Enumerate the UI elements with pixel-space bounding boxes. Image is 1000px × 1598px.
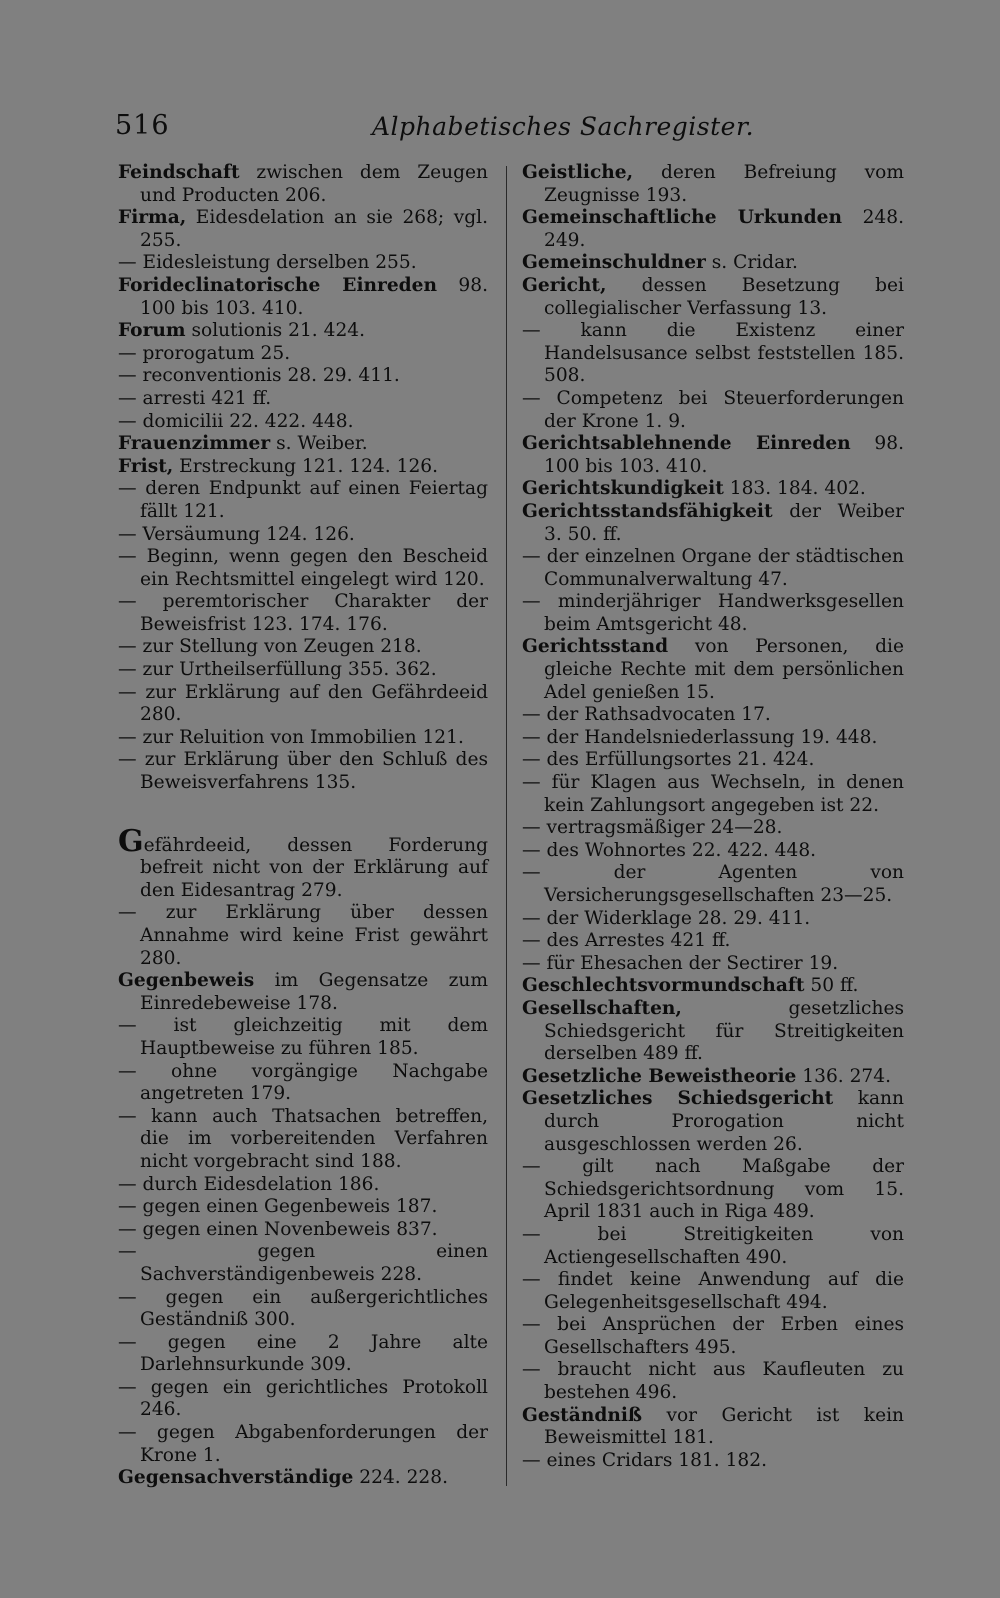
entry-text: — ist gleichzeitig mit dem Hauptbeweise zu führen 185. — [118, 1015, 488, 1059]
entry-text: — gegen einen Sachverständigenbeweis 228. — [118, 1241, 488, 1285]
index-subentry — [118, 411, 488, 434]
entry-text: — gilt nach Maßgabe der Schiedsgerichtsordnung vom 15. April 1831 auch in Riga 489. — [522, 1156, 904, 1223]
index-entry — [118, 970, 488, 1015]
entry-text: — der Agenten von Versicherungsgesellschaften 23—25. — [522, 862, 904, 906]
entry-headword: Firma, — [118, 207, 187, 229]
index-subentry — [118, 591, 488, 636]
entry-text: 224. 228. — [353, 1467, 448, 1489]
index-entry — [522, 433, 904, 478]
entry-headword: Gesellschaften, — [522, 997, 682, 1019]
index-subentry — [118, 727, 488, 750]
index-subentry — [522, 320, 904, 388]
entry-text: 98. 100 bis 103. 410. — [544, 433, 904, 477]
entry-text: — zur Reluition von Immobilien 121. — [118, 726, 464, 748]
entry-text: s. Cridar. — [705, 252, 798, 274]
entry-text: Eidesdelation an sie 268; vgl. 255. — [140, 207, 488, 251]
index-subentry — [522, 1224, 904, 1269]
index-subentry — [118, 1015, 488, 1060]
index-subentry — [118, 1219, 488, 1242]
entry-text: 136. 274. — [796, 1065, 891, 1087]
entry-text: — zur Erklärung über dessen Annahme wird keine Frist gewährt 280. — [118, 902, 488, 969]
index-subentry — [522, 1359, 904, 1404]
index-entry — [522, 252, 904, 275]
index-subentry — [118, 252, 488, 275]
index-subentry — [522, 727, 904, 750]
entry-headword: Forum — [118, 320, 186, 342]
entry-headword: Gegenbeweis — [118, 970, 255, 992]
index-subentry — [118, 1174, 488, 1197]
index-entry — [522, 207, 904, 252]
running-head: Alphabetisches Sachregister. — [372, 112, 755, 141]
entry-text: — der Handelsniederlassung 19. 448. — [522, 726, 878, 748]
index-entry — [522, 501, 904, 546]
index-subentry — [118, 1287, 488, 1332]
entry-text: — eines Cridars 181. 182. — [522, 1449, 767, 1471]
entry-text: — durch Eidesdelation 186. — [118, 1173, 380, 1195]
entry-headword: Geständniß — [522, 1404, 643, 1426]
entry-headword: Gerichtskundigkeit — [522, 478, 724, 500]
entry-text: zwischen dem Zeugen und Producten 206. — [140, 162, 488, 206]
index-entry — [118, 1467, 488, 1490]
entry-text: 50 ff. — [804, 975, 859, 997]
index-subentry — [522, 388, 904, 433]
entry-text: — kann die Existenz einer Handelsusance selbst feststellen 185. 508. — [522, 320, 904, 387]
entry-text: — des Wohnortes 22. 422. 448. — [522, 839, 817, 861]
column-rule — [506, 166, 507, 1486]
index-entry — [118, 433, 488, 456]
index-subentry — [118, 659, 488, 682]
index-subentry — [522, 953, 904, 976]
index-subentry — [118, 749, 488, 794]
index-subentry — [118, 365, 488, 388]
index-entry — [522, 636, 904, 704]
index-entry — [522, 1405, 904, 1450]
entry-text: 98. 100 bis 103. 410. — [140, 274, 488, 319]
entry-text: — des Arrestes 421 ff. — [522, 930, 731, 952]
index-subentry — [522, 1314, 904, 1359]
entry-text: — arresti 421 ff. — [118, 387, 272, 409]
index-subentry — [522, 1156, 904, 1224]
entry-text: — gegen einen Novenbeweis 837. — [118, 1218, 438, 1240]
index-entry — [118, 275, 488, 320]
index-entry — [522, 1088, 904, 1156]
index-subentry — [522, 591, 904, 636]
index-entry — [522, 998, 904, 1066]
entry-headword: Frauenzimmer — [118, 433, 271, 455]
entry-text: Erstreckung 121. 124. 126. — [173, 455, 439, 477]
entry-text: s. Weiber. — [270, 433, 368, 455]
entry-text: — des Erfüllungsortes 21. 424. — [522, 749, 815, 771]
index-entry — [522, 1066, 904, 1089]
entry-text: — Competenz bei Steuerforderungen der Krone 1. 9. — [522, 387, 904, 432]
entry-text: — der Rathsadvocaten 17. — [522, 704, 771, 726]
entry-text: kann durch Prorogation nicht ausgeschlossen werden 26. — [544, 1088, 904, 1155]
entry-text: solutionis 21. 424. — [185, 320, 366, 342]
entry-text: — Beginn, wenn gegen den Bescheid ein Rechtsmittel eingelegt wird 120. — [118, 546, 488, 590]
entry-text: gesetzliches Schiedsgericht für Streitigkeiten derselben 489 ff. — [544, 997, 904, 1065]
index-subentry — [522, 930, 904, 953]
index-subentry — [522, 908, 904, 931]
entry-text: — deren Endpunkt auf einen Feiertag fällt 121. — [118, 478, 488, 522]
entry-text: im Gegensatze zum Einredebeweise 178. — [140, 970, 488, 1014]
index-subentry — [118, 388, 488, 411]
entry-text: — vertragsmäßiger 24—28. — [522, 817, 783, 839]
index-entry — [118, 207, 488, 252]
entry-text: — ohne vorgängige Nachgabe angetreten 179. — [118, 1060, 488, 1105]
entry-headword: Gemeinschuldner — [522, 252, 706, 274]
entry-headword: Frist, — [118, 455, 174, 477]
entry-headword: Gemeinschaftliche Urkunden — [522, 207, 842, 229]
entry-text: — der Widerklage 28. 29. 411. — [522, 907, 811, 929]
index-subentry — [522, 749, 904, 772]
index-subentry — [118, 478, 488, 523]
index-subentry — [118, 1422, 488, 1467]
index-subentry — [118, 902, 488, 970]
index-subentry — [118, 546, 488, 591]
section-initial: G — [118, 823, 144, 859]
index-entry — [522, 478, 904, 501]
index-entry — [522, 162, 904, 207]
index-subentry — [118, 1196, 488, 1219]
entry-text: — für Klagen aus Wechseln, in denen kein Zahlungsort angegeben ist 22. — [522, 772, 904, 816]
right-column — [522, 162, 904, 1472]
entry-text: — für Ehesachen der Sectirer 19. — [522, 952, 839, 974]
index-subentry — [522, 1269, 904, 1314]
index-subentry — [118, 1061, 488, 1106]
entry-text: — Versäumung 124. 126. — [118, 523, 355, 545]
index-subentry — [118, 682, 488, 727]
index-subentry — [522, 840, 904, 863]
index-subentry — [522, 862, 904, 907]
index-subentry — [522, 546, 904, 591]
index-subentry — [118, 1241, 488, 1286]
entry-text: — zur Erklärung auf den Gefährdeeid 280. — [118, 681, 488, 726]
entry-text: — der einzelnen Organe der städtischen Communalverwaltung 47. — [522, 546, 904, 590]
entry-text: — reconventionis 28. 29. 411. — [118, 365, 400, 387]
entry-text: — gegen eine 2 Jahre alte Darlehnsurkunde 309. — [118, 1331, 488, 1376]
index-subentry — [522, 704, 904, 727]
entry-text: — gegen ein gerichtliches Protokoll 246. — [118, 1376, 488, 1421]
index-subentry — [118, 343, 488, 366]
entry-text: — gegen ein außergerichtliches Geständniß 300. — [118, 1286, 488, 1331]
index-subentry — [522, 1450, 904, 1473]
entry-text: — zur Erklärung über den Schluß des Beweisverfahrens 135. — [118, 749, 488, 794]
entry-text: — Eidesleistung derselben 255. — [118, 252, 417, 274]
entry-headword: Gericht, — [522, 274, 607, 296]
entry-text: der Weiber 3. 50. ff. — [544, 500, 904, 545]
entry-text: — domicilii 22. 422. 448. — [118, 410, 354, 432]
index-entry — [118, 823, 488, 903]
entry-text: deren Befreiung vom Zeugnisse 193. — [544, 162, 904, 206]
entry-headword: Gerichtsstandsfähigkeit — [522, 500, 773, 522]
entry-text: — zur Urtheilserfüllung 355. 362. — [118, 659, 437, 681]
entry-text: — gegen einen Gegenbeweis 187. — [118, 1196, 438, 1218]
entry-text: vor Gericht ist kein Beweismittel 181. — [544, 1404, 904, 1449]
entry-headword: Geschlechtsvormundschaft — [522, 975, 805, 997]
entry-text: dessen Besetzung bei collegialischer Verfassung 13. — [544, 274, 904, 319]
index-subentry — [522, 772, 904, 817]
entry-text: — bei Ansprüchen der Erben eines Gesellschafters 495. — [522, 1314, 904, 1358]
entry-text: — bei Streitigkeiten von Actiengesellschaften 490. — [522, 1223, 904, 1268]
entry-headword: Gesetzliches Schiedsgericht — [522, 1088, 834, 1110]
entry-headword: Gerichtsstand — [522, 636, 669, 658]
entry-headword: Gegensachverständige — [118, 1467, 354, 1489]
entry-text: — minderjähriger Handwerksgesellen beim Amtsgericht 48. — [522, 591, 904, 635]
entry-text: von Personen, die gleiche Rechte mit dem persönlichen Adel genießen 15. — [544, 636, 904, 703]
index-subentry — [118, 524, 488, 547]
entry-text: — peremtorischer Charakter der Beweisfrist 123. 174. 176. — [118, 591, 488, 635]
entry-headword: Gerichtsablehnende Einreden — [522, 433, 851, 455]
entry-text: — prorogatum 25. — [118, 342, 291, 364]
index-subentry — [118, 1106, 488, 1174]
index-entry — [522, 275, 904, 320]
entry-text: 183. 184. 402. — [723, 478, 866, 500]
entry-text: — braucht nicht aus Kaufleuten zu bestehen 496. — [522, 1359, 904, 1404]
entry-text: — kann auch Thatsachen betreffen, die im vorbereitenden Verfahren nicht vorgebracht sind 188. — [118, 1105, 488, 1172]
index-subentry — [118, 636, 488, 659]
index-entry — [118, 456, 488, 479]
index-subentry — [118, 1332, 488, 1377]
index-subentry — [522, 817, 904, 840]
section-gap — [118, 795, 488, 831]
index-entry — [118, 320, 488, 343]
entry-headword: Feindschaft — [118, 162, 240, 183]
entry-headword: Gesetzliche Beweistheorie — [522, 1065, 797, 1087]
index-subentry — [118, 1377, 488, 1422]
entry-text: 248. 249. — [544, 207, 905, 251]
index-entry — [118, 162, 488, 207]
entry-text: — findet keine Anwendung auf die Gelegenheitsgesellschaft 494. — [522, 1269, 904, 1313]
entry-headword: Forideclinatorische Einreden — [118, 274, 437, 296]
page-number: 516 — [115, 110, 170, 141]
entry-text: — zur Stellung von Zeugen 218. — [118, 636, 422, 658]
index-entry — [522, 975, 904, 998]
entry-headword: Geistliche, — [522, 162, 634, 183]
entry-text: — gegen Abgabenforderungen der Krone 1. — [118, 1422, 488, 1466]
left-column — [118, 162, 488, 1490]
entry-text: efährdeeid, dessen Forderung befreit nicht von der Erklärung auf den Eidesantrag 279. — [140, 834, 488, 901]
